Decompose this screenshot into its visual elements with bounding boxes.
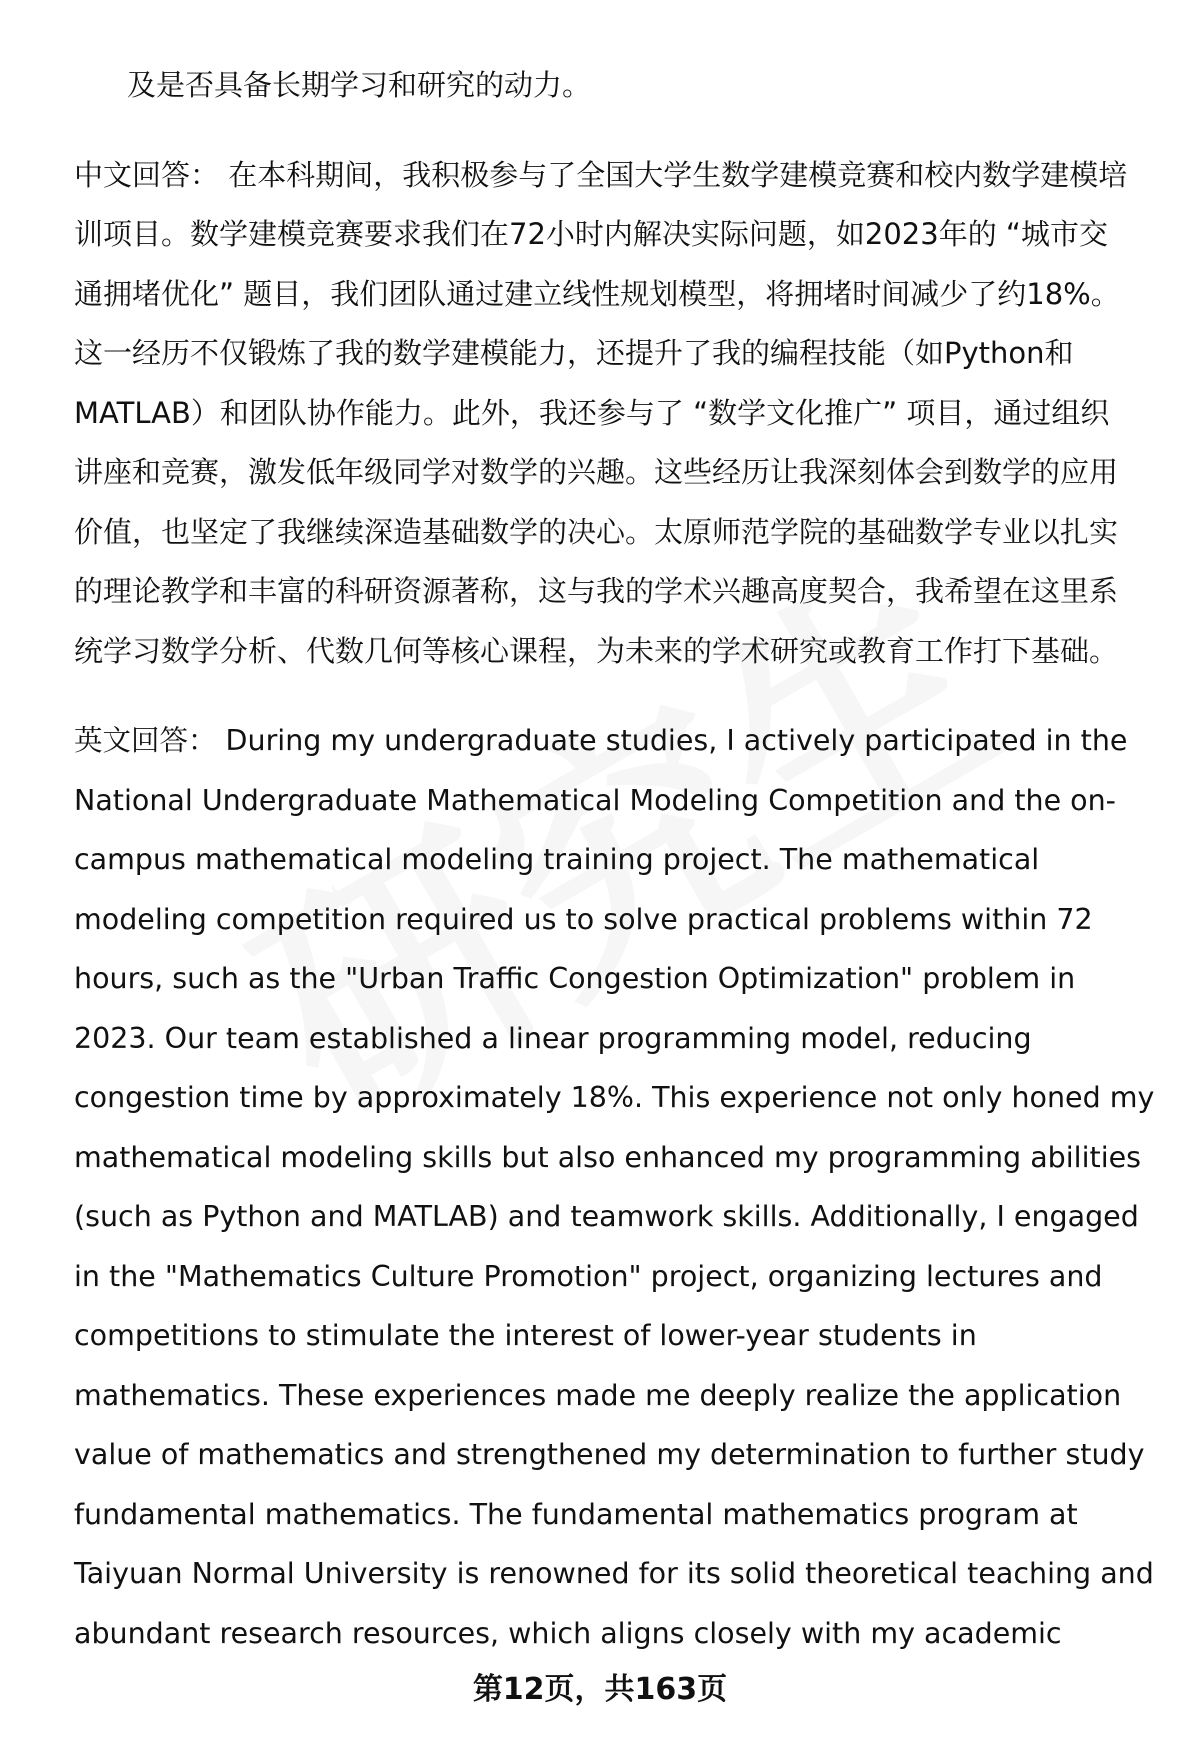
english-answer-paragraph: [74, 711, 1154, 1663]
paragraph-gap: [74, 681, 1154, 711]
english-answer-line: Taiyuan Normal University is renowned for its solid theoretical teaching and: [74, 1557, 1154, 1590]
chinese-answer-line: 这一经历不仅锻炼了我的数学建模能力，还提升了我的编程技能（如Python和: [74, 336, 1074, 370]
chinese-answer-line: 统学习数学分析、代数几何等核心课程，为未来的学术研究或教育工作打下基础。: [74, 633, 1119, 668]
chinese-answer-line: 的理论教学和丰富的科研资源著称，这与我的学术兴趣高度契合，我希望在这里系: [74, 574, 1119, 608]
english-answer-line: in the "Mathematics Culture Promotion" project, organizing lectures and: [74, 1259, 1103, 1293]
english-answer-line: competitions to stimulate the interest of lower-year students in: [74, 1319, 977, 1352]
chinese-answer-line: 价值，也坚定了我继续深造基础数学的决心。太原师范学院的基础数学专业以扎实: [74, 514, 1119, 549]
page-content: [74, 56, 1154, 1663]
english-answer-line: hours, such as the "Urban Traffic Congestion Optimization" problem in: [74, 962, 1076, 995]
english-answer-line: National Undergraduate Mathematical Modeling Competition and the on-: [74, 783, 1116, 817]
page-number-footer: 第12页，共163页: [472, 1672, 728, 1707]
chinese-answer-line: MATLAB）和团队协作能力。此外，我还参与了 “数学文化推广” 项目，通过组织: [74, 395, 1110, 430]
intro-line: 及是否具备长期学习和研究的动力。: [127, 68, 592, 102]
english-answer-line: congestion time by approximately 18%. This experience not only honed my: [74, 1081, 1155, 1114]
english-answer-line: value of mathematics and strengthened my determination to further study: [74, 1438, 1145, 1471]
chinese-answer-line: 中文回答： 在本科期间，我积极参与了全国大学生数学建模竞赛和校内数学建模培: [74, 157, 1128, 192]
chinese-answer-line: 训项目。数学建模竞赛要求我们在72小时内解决实际问题，如2023年的 “城市交: [74, 217, 1108, 251]
english-answer-line: 2023. Our team established a linear programming model, reducing: [74, 1021, 1032, 1055]
chinese-answer-line: 通拥堵优化” 题目，我们团队通过建立线性规划模型，将拥堵时间减少了约18%。: [74, 276, 1120, 311]
english-answer-line: 英文回答： During my undergraduate studies, I actively participated in the: [74, 724, 1128, 757]
english-answer-line: (such as Python and MATLAB) and teamwork skills. Additionally, I engaged: [74, 1200, 1139, 1233]
english-answer-line: campus mathematical modeling training project. The mathematical: [74, 843, 1040, 876]
english-answer-line: mathematics. These experiences made me deeply realize the application: [74, 1378, 1122, 1412]
chinese-answer-paragraph: [74, 146, 1154, 682]
chinese-answer-line: 讲座和竞赛，激发低年级同学对数学的兴趣。这些经历让我深刻体会到数学的应用: [74, 455, 1119, 489]
english-answer-line: mathematical modeling skills but also enhanced my programming abilities: [74, 1140, 1141, 1174]
english-answer-line: abundant research resources, which aligns closely with my academic: [74, 1616, 1062, 1650]
english-answer-line: fundamental mathematics. The fundamental mathematics program at: [74, 1497, 1078, 1531]
english-answer-line: modeling competition required us to solve practical problems within 72: [74, 902, 1093, 936]
paragraph-gap: [74, 116, 1154, 146]
